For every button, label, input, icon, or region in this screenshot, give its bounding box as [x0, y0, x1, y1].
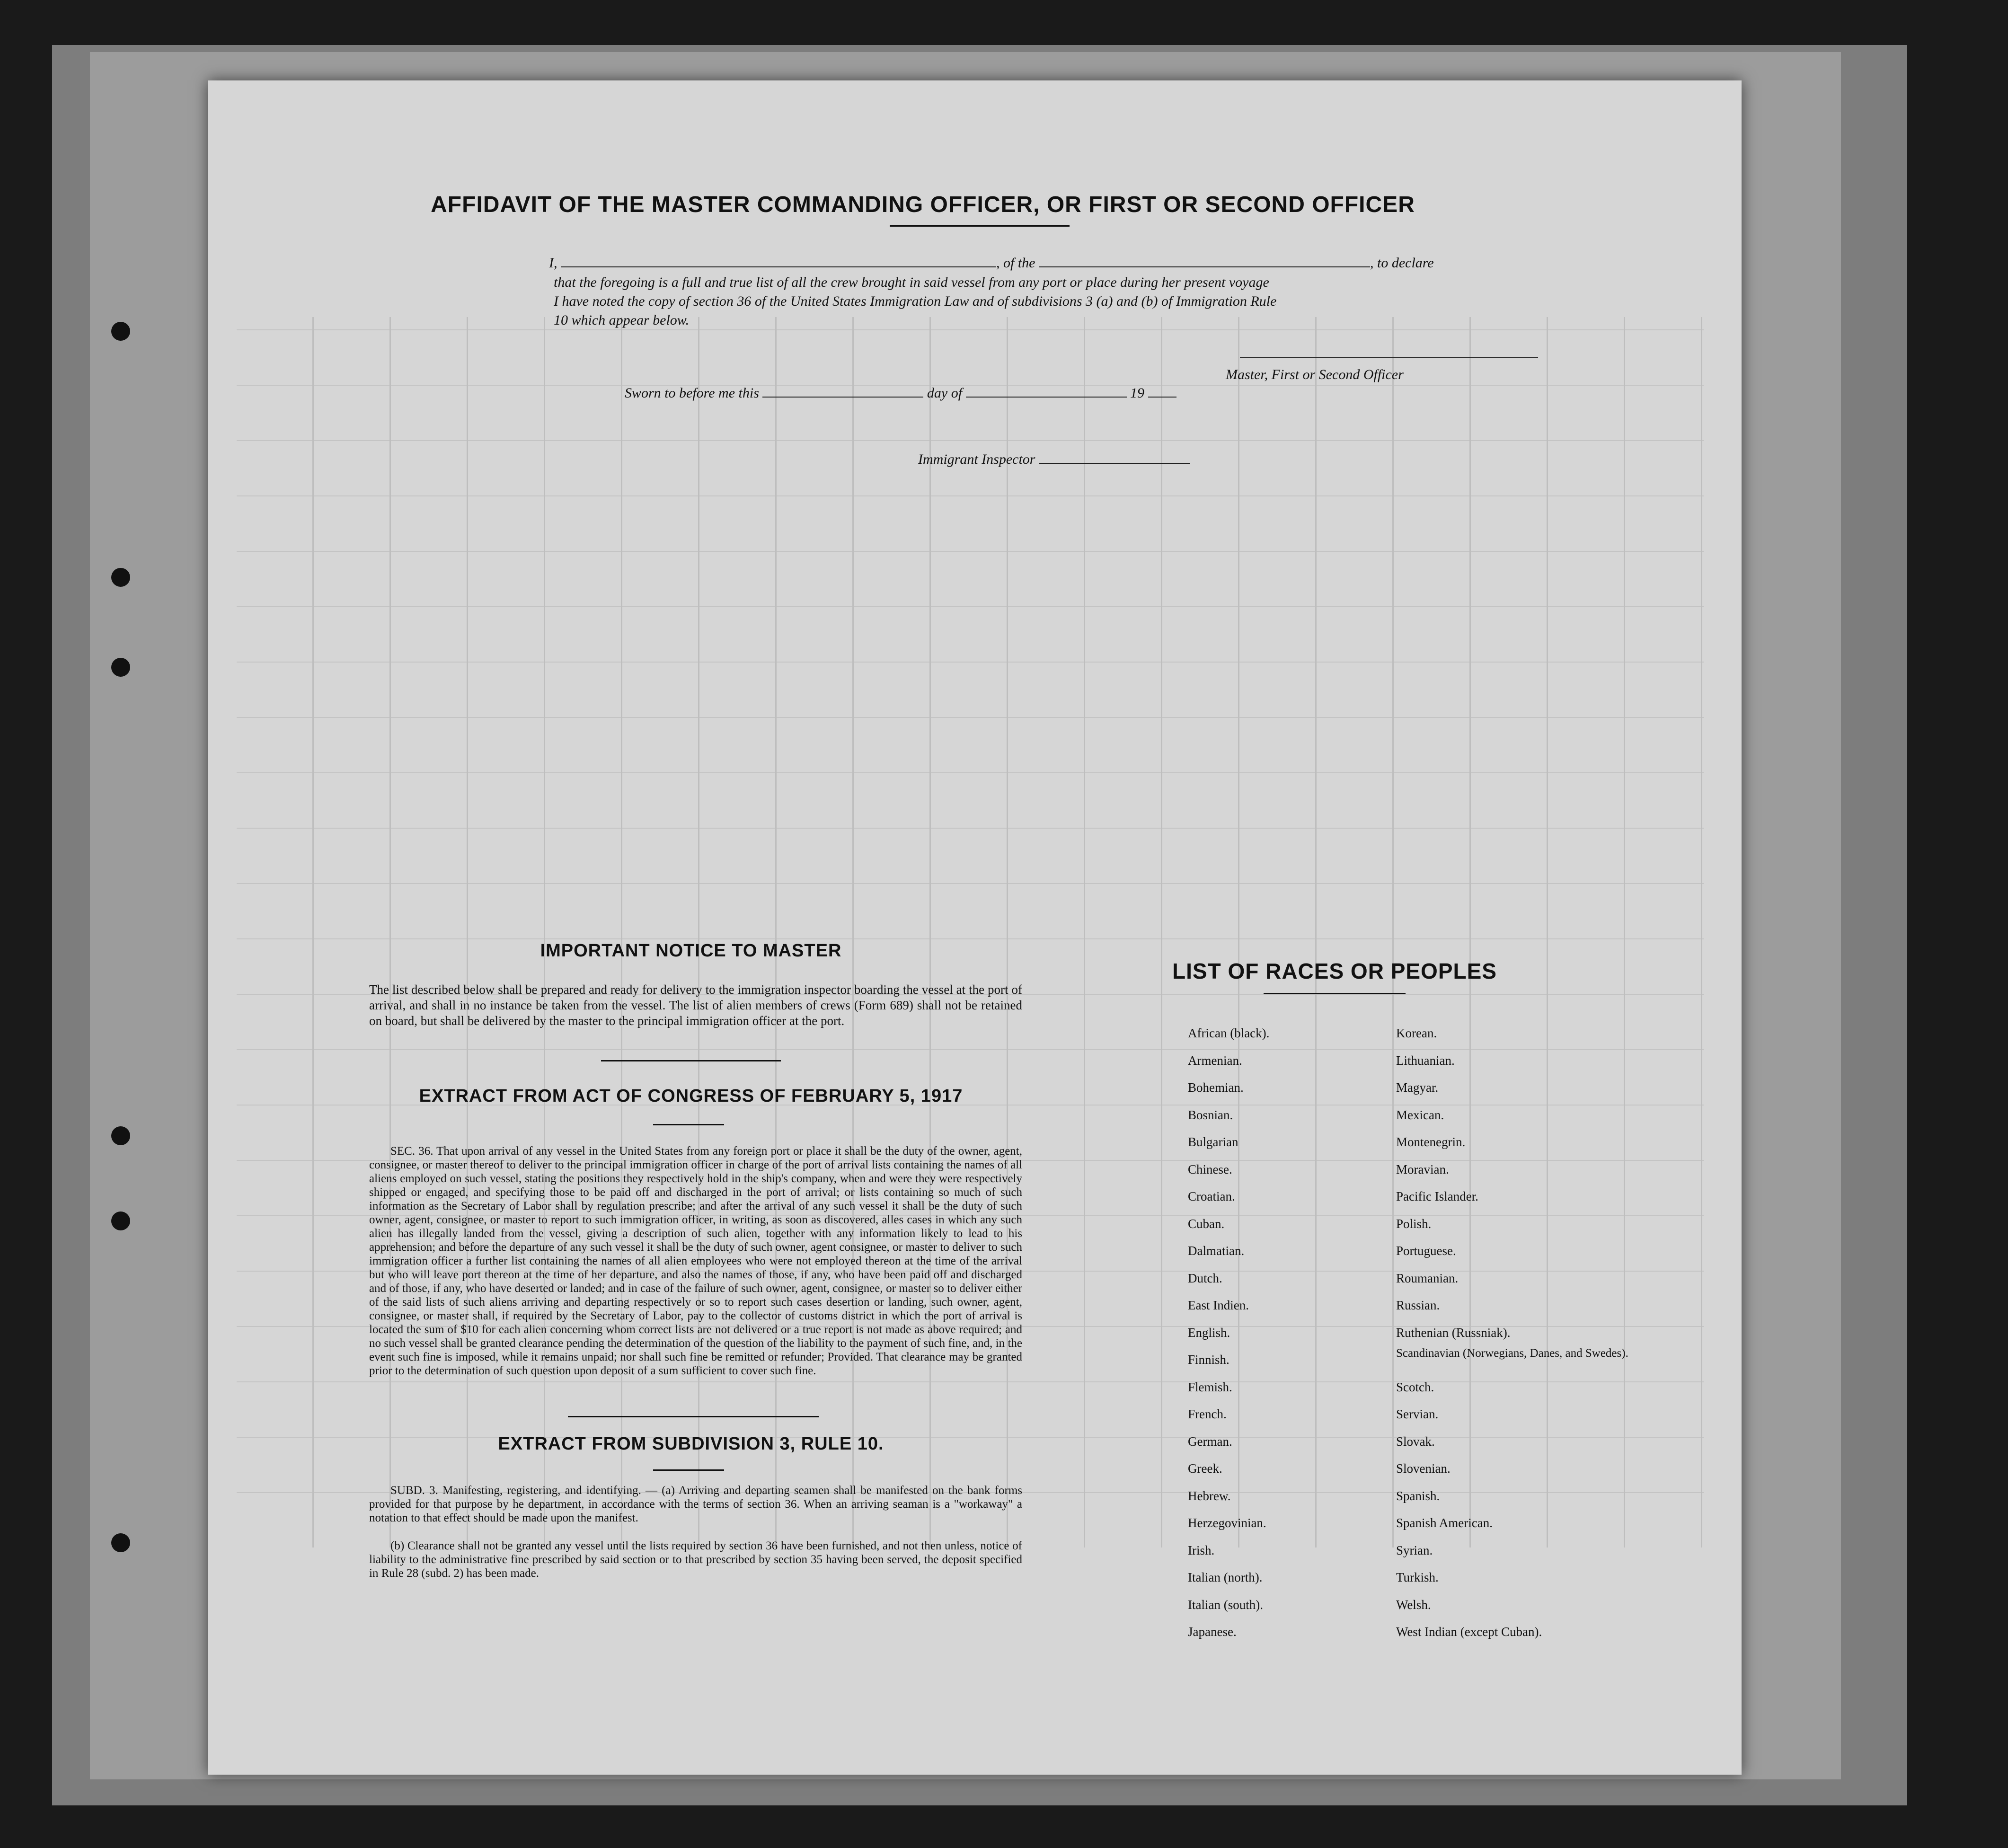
race-item: Mexican.	[1396, 1107, 1444, 1122]
notice-rule	[601, 1060, 781, 1061]
affidavit-of-the: , of the	[996, 255, 1035, 271]
race-item: Cuban.	[1188, 1216, 1225, 1231]
day-of-label: day of	[927, 385, 963, 401]
sworn-month-blank[interactable]	[966, 383, 1127, 398]
race-item: Bosnian.	[1188, 1107, 1233, 1122]
race-item: Polish.	[1396, 1216, 1432, 1231]
title-rule	[890, 225, 1070, 227]
race-item: Scotch.	[1396, 1379, 1434, 1394]
race-item: Italian (north).	[1188, 1570, 1263, 1584]
race-item: Chinese.	[1188, 1162, 1232, 1176]
race-item: Russian.	[1396, 1298, 1440, 1312]
race-item: German.	[1188, 1434, 1232, 1449]
races-title: LIST OF RACES OR PEOPLES	[1172, 959, 1497, 983]
race-item: Dalmatian.	[1188, 1244, 1245, 1258]
sworn-day-blank[interactable]	[762, 383, 923, 398]
act-rule	[653, 1124, 724, 1125]
race-item: Hebrew.	[1188, 1488, 1231, 1503]
races-left-column	[1188, 1020, 1424, 1646]
race-item: Spanish American.	[1396, 1516, 1493, 1530]
race-item: Lithuanian.	[1396, 1053, 1455, 1068]
race-item: Montenegrin.	[1396, 1135, 1466, 1149]
notice-title: IMPORTANT NOTICE TO MASTER	[540, 941, 842, 961]
vessel-blank[interactable]	[1039, 253, 1370, 267]
race-item: Slovak.	[1396, 1434, 1435, 1449]
sworn-year-blank[interactable]	[1148, 383, 1176, 398]
race-item: Greek.	[1188, 1461, 1222, 1476]
race-item: Ruthenian (Russniak).	[1396, 1325, 1511, 1340]
races-right-column	[1396, 1020, 1633, 1646]
affidavit-to-declare: , to declare	[1370, 255, 1434, 271]
affidavit-line-1	[549, 253, 1685, 271]
affidavit-line-2: that the foregoing is a full and true list of all the crew brought in said vessel from any port or place during her present voyage	[554, 274, 1269, 290]
sworn-label: Sworn to before me this	[625, 385, 759, 401]
binder-hole	[111, 568, 130, 587]
race-item: Korean.	[1396, 1026, 1437, 1040]
race-item: Portuguese.	[1396, 1244, 1456, 1258]
race-item: Armenian.	[1188, 1053, 1242, 1068]
race-item: African (black).	[1188, 1026, 1270, 1040]
race-item: Syrian.	[1396, 1543, 1433, 1557]
rule-title-rule	[653, 1469, 724, 1471]
name-blank[interactable]	[561, 253, 996, 267]
race-item: Croatian.	[1188, 1189, 1235, 1203]
race-item: Bohemian.	[1188, 1080, 1244, 1095]
race-item: Scandinavian (Norwegians, Danes, and Swedes).	[1396, 1347, 1628, 1360]
binder-hole	[111, 1533, 130, 1552]
inspector-label: Immigrant Inspector	[918, 451, 1035, 467]
rule-text-b: (b) Clearance shall not be granted any vessel until the lists required by section 36 have been furnished, and not then unless, notice of liability to the administrative fine prescribed by said section or to that prescribed by section 35 having been served, the deposit specified in Rule 28 (subd. 2) has been made.	[369, 1539, 1022, 1580]
act-end-rule	[568, 1416, 819, 1417]
race-item: West Indian (except Cuban).	[1396, 1625, 1542, 1639]
race-item: Finnish.	[1188, 1353, 1230, 1367]
race-item: Flemish.	[1188, 1379, 1232, 1394]
binder-hole	[111, 1126, 130, 1145]
race-item: Slovenian.	[1396, 1461, 1451, 1476]
race-item: Pacific Islander.	[1396, 1189, 1478, 1203]
race-item: Irish.	[1188, 1543, 1215, 1557]
binder-hole	[111, 658, 130, 677]
act-title: EXTRACT FROM ACT OF CONGRESS OF FEBRUARY 5, 1917	[419, 1086, 963, 1106]
race-item: Spanish.	[1396, 1488, 1440, 1503]
race-item: Turkish.	[1396, 1570, 1439, 1584]
document-page	[208, 80, 1742, 1775]
binder-hole	[111, 322, 130, 341]
signature-label: Master, First or Second Officer	[1226, 367, 1404, 382]
race-item: East Indien.	[1188, 1298, 1249, 1312]
notice-text: The list described below shall be prepared and ready for delivery to the immigration inspector boarding the vessel at the port of arrival, and shall in no instance be taken from the vessel. The list of alien members of crews (Form 689) shall not be retained on board, but shall be delivered by the master to the principal immigration officer at the port.	[369, 982, 1022, 1028]
rule-text-a: SUBD. 3. Manifesting, registering, and identifying. — (a) Arriving and departing seamen shall be manifested on the bank forms provided for that purpose by he department, in accordance with the terms of section 36. When an arriving seaman is a "workaway" a notation to that effect should be made upon the manifest.	[369, 1484, 1022, 1524]
act-text: SEC. 36. That upon arrival of any vessel in the United States from any foreign port or place it shall be the duty of the owner, agent, consignee, or master thereof to deliver to the principal immigration officer in charge of the port of arrival lists containing the names of all aliens employed on such vessel, stating the positions they respectively hold in the ship's company, when and were they were respectively shipped or engaged, and specifying those to be paid off and discharged in the port of arrival; or lists containing so much of such information as the Secretary of Labor shall by regulation prescribe; and after the arrival of any such vessel it shall be the duty of such owner, agent, consignee, or master to report to such immigration officer, in writing, as soon as discovered, alles cases in which any such alien has illegally landed from the vessel, giving a description of such alien, together with any information likely to lead to his apprehension; and before the departure of any such vessel it shall be the duty of such owner, agent consignee, or master to deliver to such immigration officer a further list containing the names of all alien employees who were not employed thereon at the time of the arrival but who will leave port thereon at the time of her departure, and also the names of those, if any, who have been paid off and discharged and of those, if any, who have deserted or landed; and in case of the failure of such owner, agent, consignee, or master so to deliver either of the said lists of such aliens arriving and departing respectively or so to report such cases desertion or landing, such owner, agent, consignee, or master shall, if required by the Secretary of Labor, pay to the collector of customs district in which the port of arrival is located the sum of $10 for each alien concerning whom correct lists are not delivered or a true report is not made as above required; and no such vessel shall be granted clearance pending the determination of the question of the liability to the payment of such fine, and, in the event such fine is imposed, while it remains unpaid; nor shall such fine be remitted or refunder; Provided. That clearance may be granted prior to the determination of such question upon deposit of a sum sufficient to cover such fine.	[369, 1145, 1022, 1377]
affidavit-title: AFFIDAVIT OF THE MASTER COMMANDING OFFICER, OR FIRST OR SECOND OFFICER	[431, 192, 1415, 217]
year-prefix: 19	[1130, 385, 1145, 401]
inspector-line	[918, 450, 1344, 468]
race-item: English.	[1188, 1325, 1230, 1340]
rule-title: EXTRACT FROM SUBDIVISION 3, RULE 10.	[498, 1434, 884, 1454]
affidavit-line-4: 10 which appear below.	[554, 312, 690, 328]
race-item: French.	[1188, 1407, 1227, 1421]
race-item: Magyar.	[1396, 1080, 1439, 1095]
races-rule	[1264, 993, 1406, 994]
race-item: Italian (south).	[1188, 1597, 1263, 1612]
race-item: Japanese.	[1188, 1625, 1237, 1639]
binder-hole	[111, 1211, 130, 1230]
sworn-line	[625, 383, 1429, 401]
race-item: Welsh.	[1396, 1597, 1431, 1612]
affidavit-line-3: I have noted the copy of section 36 of the United States Immigration Law and of subdivisions 3 (a) and (b) of Immigration Rule	[554, 293, 1277, 309]
race-item: Roumanian.	[1396, 1271, 1459, 1285]
race-item: Servian.	[1396, 1407, 1439, 1421]
signature-line[interactable]	[1240, 343, 1538, 358]
race-item: Herzegovinian.	[1188, 1516, 1266, 1530]
race-item: Bulgarian	[1188, 1135, 1238, 1149]
affidavit-i: I,	[549, 255, 557, 271]
race-item: Dutch.	[1188, 1271, 1222, 1285]
race-item: Moravian.	[1396, 1162, 1449, 1176]
inspector-blank[interactable]	[1039, 450, 1190, 464]
